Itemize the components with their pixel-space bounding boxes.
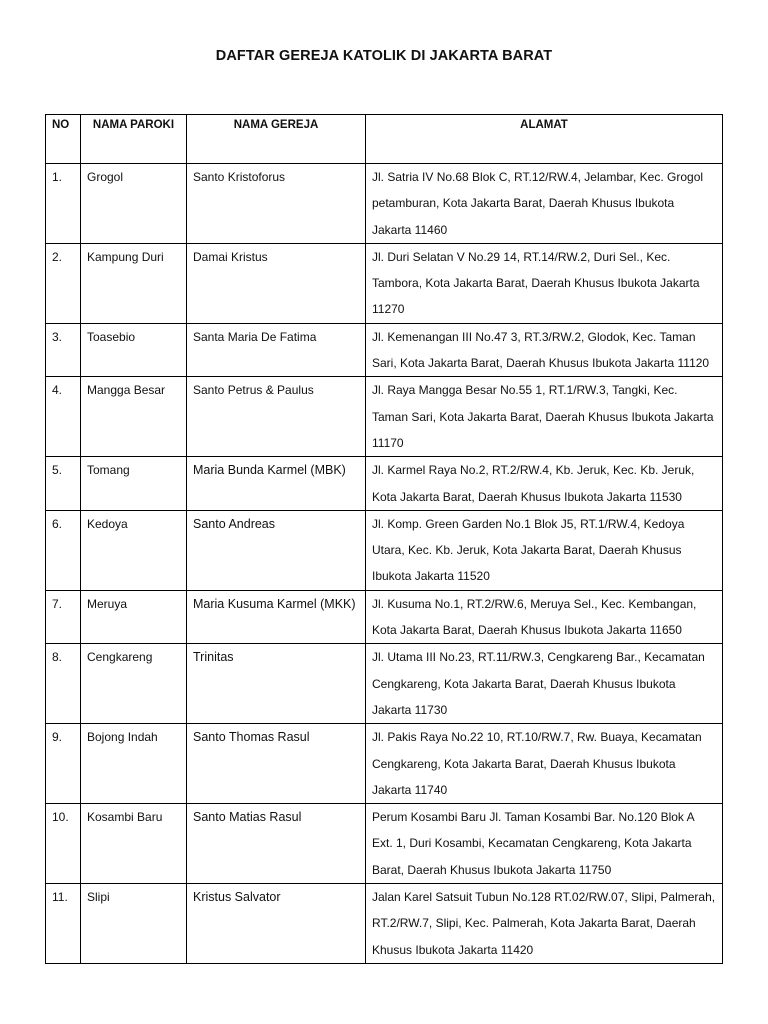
cell-alamat: Jl. Karmel Raya No.2, RT.2/RW.4, Kb. Jeruk, Kec. Kb. Jeruk, Kota Jakarta Barat, Daerah Khusus Ibukota Jakarta 11530	[366, 457, 723, 511]
table-row	[46, 724, 723, 804]
table-row	[46, 804, 723, 884]
cell-alamat: Jl. Pakis Raya No.22 10, RT.10/RW.7, Rw. Buaya, Kecamatan Cengkareng, Kota Jakarta Barat, Daerah Khusus Ibukota Jakarta 11740	[366, 724, 723, 804]
table-row	[46, 644, 723, 724]
cell-nama-paroki: Kampung Duri	[81, 243, 187, 323]
cell-nama-gereja: Maria Bunda Karmel (MBK)	[187, 457, 366, 511]
cell-nama-paroki: Grogol	[81, 164, 187, 244]
table-body	[46, 164, 723, 964]
cell-nama-gereja: Trinitas	[187, 644, 366, 724]
cell-nama-paroki: Mangga Besar	[81, 377, 187, 457]
table-row	[46, 884, 723, 964]
cell-no: 9.	[46, 724, 81, 804]
cell-no: 4.	[46, 377, 81, 457]
cell-alamat: Perum Kosambi Baru Jl. Taman Kosambi Bar. No.120 Blok A Ext. 1, Duri Kosambi, Kecamatan Cengkareng, Kota Jakarta Barat, Daerah Khusus Ibukota Jakarta 11750	[366, 804, 723, 884]
cell-alamat: Jl. Duri Selatan V No.29 14, RT.14/RW.2, Duri Sel., Kec. Tambora, Kota Jakarta Barat, Daerah Khusus Ibukota Jakarta 11270	[366, 243, 723, 323]
cell-no: 10.	[46, 804, 81, 884]
cell-nama-gereja: Santo Petrus & Paulus	[187, 377, 366, 457]
cell-nama-paroki: Cengkareng	[81, 644, 187, 724]
cell-no: 6.	[46, 510, 81, 590]
cell-nama-paroki: Kedoya	[81, 510, 187, 590]
table-header-row	[46, 115, 723, 164]
table-row	[46, 377, 723, 457]
cell-nama-gereja: Santo Kristoforus	[187, 164, 366, 244]
table-row	[46, 243, 723, 323]
header-nama-gereja: NAMA GEREJA	[187, 115, 366, 164]
cell-alamat: Jalan Karel Satsuit Tubun No.128 RT.02/RW.07, Slipi, Palmerah, RT.2/RW.7, Slipi, Kec. Palmerah, Kota Jakarta Barat, Daerah Khusus Ibukota Jakarta 11420	[366, 884, 723, 964]
cell-alamat: Jl. Raya Mangga Besar No.55 1, RT.1/RW.3, Tangki, Kec. Taman Sari, Kota Jakarta Barat, Daerah Khusus Ibukota Jakarta 11170	[366, 377, 723, 457]
cell-nama-paroki: Slipi	[81, 884, 187, 964]
cell-no: 7.	[46, 590, 81, 644]
cell-nama-paroki: Kosambi Baru	[81, 804, 187, 884]
cell-no: 1.	[46, 164, 81, 244]
cell-no: 8.	[46, 644, 81, 724]
cell-no: 2.	[46, 243, 81, 323]
page-title: DAFTAR GEREJA KATOLIK DI JAKARTA BARAT	[215, 48, 553, 64]
table-row	[46, 164, 723, 244]
cell-no: 5.	[46, 457, 81, 511]
cell-nama-gereja: Damai Kristus	[187, 243, 366, 323]
cell-nama-gereja: Santa Maria De Fatima	[187, 323, 366, 377]
header-no: NO	[46, 115, 81, 164]
cell-alamat: Jl. Kemenangan III No.47 3, RT.3/RW.2, Glodok, Kec. Taman Sari, Kota Jakarta Barat, Daerah Khusus Ibukota Jakarta 11120	[366, 323, 723, 377]
cell-no: 3.	[46, 323, 81, 377]
cell-nama-gereja: Kristus Salvator	[187, 884, 366, 964]
cell-nama-gereja: Maria Kusuma Karmel (MKK)	[187, 590, 366, 644]
church-table	[45, 114, 723, 964]
cell-nama-paroki: Toasebio	[81, 323, 187, 377]
cell-alamat: Jl. Komp. Green Garden No.1 Blok J5, RT.1/RW.4, Kedoya Utara, Kec. Kb. Jeruk, Kota Jakarta Barat, Daerah Khusus Ibukota Jakarta 11520	[366, 510, 723, 590]
table-row	[46, 323, 723, 377]
table-row	[46, 510, 723, 590]
cell-nama-gereja: Santo Matias Rasul	[187, 804, 366, 884]
cell-no: 11.	[46, 884, 81, 964]
table-row	[46, 590, 723, 644]
cell-alamat: Jl. Kusuma No.1, RT.2/RW.6, Meruya Sel., Kec. Kembangan, Kota Jakarta Barat, Daerah Khusus Ibukota Jakarta 11650	[366, 590, 723, 644]
cell-nama-gereja: Santo Thomas Rasul	[187, 724, 366, 804]
cell-nama-gereja: Santo Andreas	[187, 510, 366, 590]
header-alamat: ALAMAT	[366, 115, 723, 164]
cell-nama-paroki: Meruya	[81, 590, 187, 644]
cell-alamat: Jl. Utama III No.23, RT.11/RW.3, Cengkareng Bar., Kecamatan Cengkareng, Kota Jakarta Barat, Daerah Khusus Ibukota Jakarta 11730	[366, 644, 723, 724]
cell-nama-paroki: Bojong Indah	[81, 724, 187, 804]
cell-alamat: Jl. Satria IV No.68 Blok C, RT.12/RW.4, Jelambar, Kec. Grogol petamburan, Kota Jakarta Barat, Daerah Khusus Ibukota Jakarta 11460	[366, 164, 723, 244]
table-row	[46, 457, 723, 511]
header-nama-paroki: NAMA PAROKI	[81, 115, 187, 164]
cell-nama-paroki: Tomang	[81, 457, 187, 511]
